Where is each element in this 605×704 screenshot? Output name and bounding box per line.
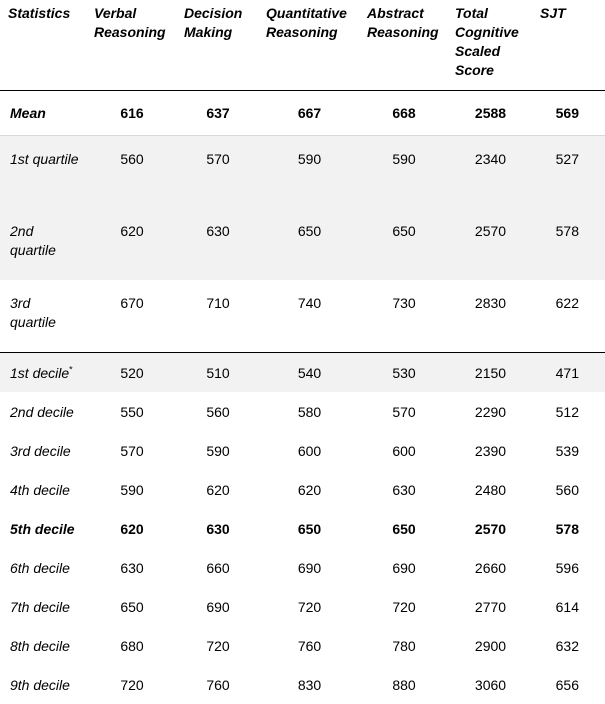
table-cell: 670 <box>86 280 176 353</box>
table-cell: 590 <box>176 431 258 470</box>
table-row <box>0 665 605 704</box>
table-cell: 630 <box>176 208 258 280</box>
table-cell: 530 <box>359 353 447 393</box>
table-row <box>0 587 605 626</box>
table-cell: 2390 <box>447 431 532 470</box>
table-cell: 590 <box>86 470 176 509</box>
table-cell: 620 <box>258 470 359 509</box>
table-cell: 720 <box>359 587 447 626</box>
table-cell: 622 <box>532 280 605 353</box>
table-cell: 560 <box>86 136 176 209</box>
table-cell: 690 <box>258 548 359 587</box>
table-cell: 570 <box>359 392 447 431</box>
table-cell: 632 <box>532 626 605 665</box>
table-cell: 2660 <box>447 548 532 587</box>
table-cell: 539 <box>532 431 605 470</box>
table-cell: 660 <box>176 548 258 587</box>
table-cell: 740 <box>258 280 359 353</box>
table-row <box>0 208 605 280</box>
table-cell: 667 <box>258 91 359 136</box>
table-cell: 620 <box>86 509 176 548</box>
table-cell: 578 <box>532 208 605 280</box>
table-cell: 590 <box>359 136 447 209</box>
table-cell: 3060 <box>447 665 532 704</box>
header-total-cognitive-scaled-score: Total Cognitive Scaled Score <box>447 0 532 91</box>
table-cell: 760 <box>258 626 359 665</box>
table-cell: 630 <box>359 470 447 509</box>
table-cell: 550 <box>86 392 176 431</box>
table-row <box>0 548 605 587</box>
table-row <box>0 136 605 209</box>
table-cell: 650 <box>359 509 447 548</box>
row-label-text: 2nd quartile <box>10 223 56 258</box>
row-label-text: 3rd decile <box>10 443 71 459</box>
table-cell: 520 <box>86 353 176 393</box>
row-label <box>0 392 86 431</box>
row-label <box>0 208 86 280</box>
table-cell: 650 <box>86 587 176 626</box>
table-cell: 560 <box>176 392 258 431</box>
table-cell: 620 <box>176 470 258 509</box>
table-cell: 590 <box>258 136 359 209</box>
row-label <box>0 626 86 665</box>
header-sjt: SJT <box>532 0 605 91</box>
table-cell: 527 <box>532 136 605 209</box>
table-cell: 690 <box>359 548 447 587</box>
table-cell: 668 <box>359 91 447 136</box>
table-cell: 616 <box>86 91 176 136</box>
table-cell: 780 <box>359 626 447 665</box>
header-verbal-reasoning: Verbal Reasoning <box>86 0 176 91</box>
row-label <box>0 470 86 509</box>
row-label <box>0 665 86 704</box>
header-decision-making: Decision Making <box>176 0 258 91</box>
table-cell: 614 <box>532 587 605 626</box>
table-cell: 2150 <box>447 353 532 393</box>
header-statistics: Statistics <box>0 0 86 91</box>
table-cell: 570 <box>86 431 176 470</box>
row-label-text: 7th decile <box>10 599 70 615</box>
table-cell: 830 <box>258 665 359 704</box>
table-cell: 690 <box>176 587 258 626</box>
table-row <box>0 626 605 665</box>
row-label <box>0 280 86 353</box>
row-label <box>0 91 86 136</box>
table-body <box>0 91 605 704</box>
row-label-text: 1st quartile <box>10 151 78 167</box>
row-label <box>0 548 86 587</box>
table-cell: 2290 <box>447 392 532 431</box>
header-quantitative-reasoning: Quantitative Reasoning <box>258 0 359 91</box>
table-row <box>0 470 605 509</box>
table-row <box>0 392 605 431</box>
table-cell: 720 <box>176 626 258 665</box>
row-label-text: 9th decile <box>10 677 70 693</box>
table-cell: 720 <box>86 665 176 704</box>
table-cell: 680 <box>86 626 176 665</box>
table-cell: 2480 <box>447 470 532 509</box>
table-cell: 471 <box>532 353 605 393</box>
row-label <box>0 136 86 209</box>
row-label <box>0 587 86 626</box>
table-row <box>0 431 605 470</box>
table-cell: 2570 <box>447 208 532 280</box>
table-cell: 540 <box>258 353 359 393</box>
row-label-text: 5th decile <box>10 521 75 537</box>
table-cell: 710 <box>176 280 258 353</box>
table-cell: 570 <box>176 136 258 209</box>
table-cell: 578 <box>532 509 605 548</box>
table-cell: 580 <box>258 392 359 431</box>
table-cell: 2770 <box>447 587 532 626</box>
table-row <box>0 91 605 136</box>
table-cell: 510 <box>176 353 258 393</box>
table-cell: 560 <box>532 470 605 509</box>
header-abstract-reasoning: Abstract Reasoning <box>359 0 447 91</box>
footnote-marker: * <box>69 364 73 374</box>
row-label-text: 3rd quartile <box>10 295 56 330</box>
table-cell: 600 <box>258 431 359 470</box>
table-cell: 650 <box>258 509 359 548</box>
table-cell: 2588 <box>447 91 532 136</box>
table-cell: 620 <box>86 208 176 280</box>
table-cell: 650 <box>258 208 359 280</box>
table-cell: 880 <box>359 665 447 704</box>
table-cell: 720 <box>258 587 359 626</box>
table-row <box>0 353 605 393</box>
table-cell: 2900 <box>447 626 532 665</box>
table-cell: 730 <box>359 280 447 353</box>
row-label-text: 2nd decile <box>10 404 74 420</box>
table-cell: 650 <box>359 208 447 280</box>
table-cell: 512 <box>532 392 605 431</box>
row-label <box>0 353 86 393</box>
table-cell: 600 <box>359 431 447 470</box>
row-label-text: 6th decile <box>10 560 70 576</box>
table-cell: 656 <box>532 665 605 704</box>
table-cell: 637 <box>176 91 258 136</box>
table-cell: 2340 <box>447 136 532 209</box>
row-label-text: Mean <box>10 105 46 121</box>
row-label <box>0 431 86 470</box>
table-cell: 630 <box>176 509 258 548</box>
table-row <box>0 509 605 548</box>
table-cell: 760 <box>176 665 258 704</box>
row-label-text: 4th decile <box>10 482 70 498</box>
row-label <box>0 509 86 548</box>
row-label-text: 8th decile <box>10 638 70 654</box>
table-cell: 630 <box>86 548 176 587</box>
table-row <box>0 280 605 353</box>
table-cell: 596 <box>532 548 605 587</box>
row-label-text: 1st decile <box>10 365 69 381</box>
table-cell: 569 <box>532 91 605 136</box>
table-cell: 2830 <box>447 280 532 353</box>
table-cell: 2570 <box>447 509 532 548</box>
header-row <box>0 0 605 91</box>
